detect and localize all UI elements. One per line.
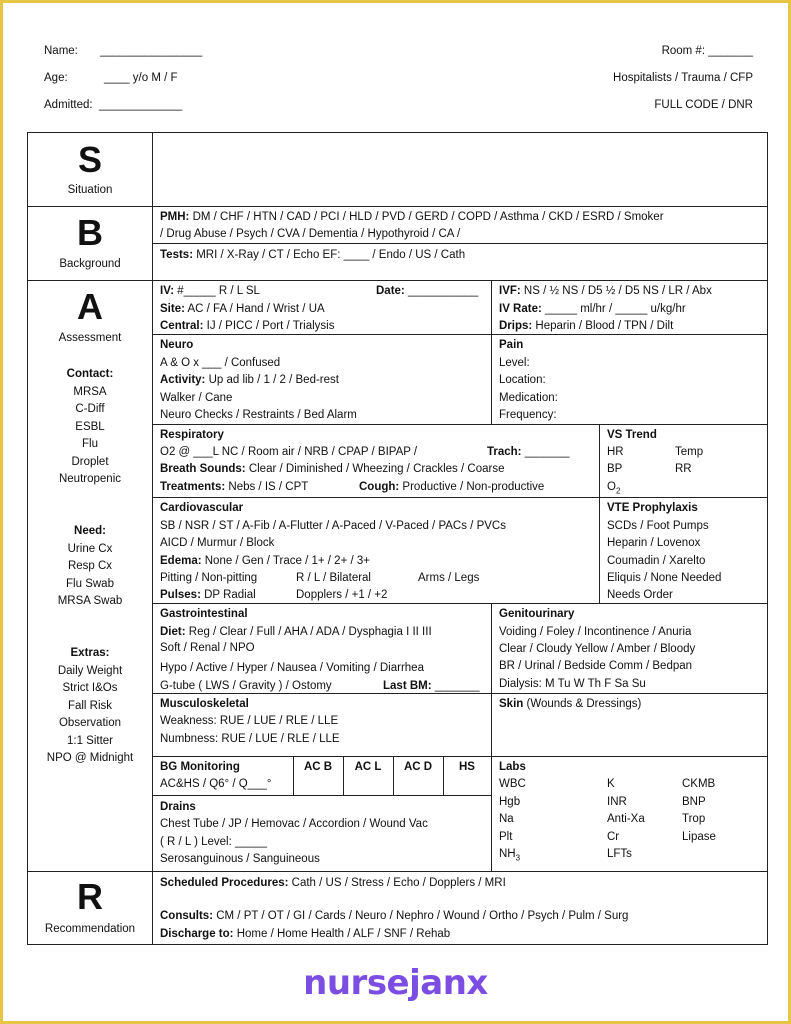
iv-date-field[interactable]: ___________ <box>404 285 479 297</box>
nursejanx-logo: nursejanx <box>303 963 488 1003</box>
breath-sounds-options[interactable]: Clear / Diminished / Wheezing / Crackles / Coarse <box>245 463 505 475</box>
side-options[interactable]: R / L / Bilateral <box>296 572 371 584</box>
pmh-options-2[interactable]: / Drug Abuse / Psych / CVA / Dementia / Hypothyroid / CA / <box>160 228 461 240</box>
iv-date-label: Date: <box>376 285 405 297</box>
gi-title: Gastrointestinal <box>160 608 248 620</box>
bg-title: BG Monitoring <box>160 761 240 773</box>
need-item[interactable]: MRSA Swab <box>57 595 123 607</box>
extras-list <box>28 645 152 768</box>
pain-level[interactable]: Level: <box>499 357 530 369</box>
gu-options[interactable]: Voiding / Foley / Incontinence / Anuria <box>499 626 692 638</box>
iv-label: IV: <box>160 285 175 297</box>
situation-field[interactable] <box>153 133 767 205</box>
ivf-label: IVF: <box>499 285 521 297</box>
pmh-options[interactable]: DM / CHF / HTN / CAD / PCI / HLD / PVD / GERD / COPD / Asthma / CKD / ESRD / Smoker <box>189 211 664 223</box>
drips-label: Drips: <box>499 320 533 332</box>
skin-note: (Wounds & Dressings) <box>523 698 642 710</box>
extras-item[interactable]: Fall Risk <box>67 699 113 712</box>
lab-bnp[interactable]: BNP <box>682 796 706 808</box>
scheduled-procedures-options[interactable]: Cath / US / Stress / Echo / Dopplers / MRI <box>288 877 506 889</box>
tests-line <box>160 248 465 262</box>
pulses-options[interactable]: DP Radial <box>200 589 256 601</box>
lab-anti-xa[interactable]: Anti-Xa <box>607 813 645 825</box>
contact-item[interactable]: ESBL <box>75 420 105 433</box>
discharge-options[interactable]: Home / Home Health / ALF / SNF / Rehab <box>233 928 451 940</box>
last-bm-label: Last BM: <box>383 680 432 692</box>
vs-o2[interactable]: $O_2$ <box>607 481 621 496</box>
lab-plt[interactable]: Plt <box>499 831 513 843</box>
consults-options[interactable]: CM / PT / OT / GI / Cards / Neuro / Nephro / Wound / Ortho / Psych / Pulm / Surg <box>213 910 629 922</box>
tests-options[interactable]: MRI / X-Ray / CT / Echo EF: ____ / Endo / US / Cath <box>193 249 466 261</box>
assessment-letter: A <box>77 286 103 327</box>
trach-label: Trach: <box>487 446 522 458</box>
lab-cr[interactable]: Cr <box>607 831 620 843</box>
labs-title: Labs <box>499 761 526 773</box>
lab-na[interactable]: Na <box>499 813 514 825</box>
skin-section[interactable] <box>499 697 641 711</box>
background-label: Background <box>59 258 121 270</box>
lab-lfts[interactable]: LFTs <box>607 848 632 860</box>
o2-options[interactable]: O2 @ ___L NC / Room air / NRB / CPAP / BIPAP / <box>160 446 418 458</box>
central-label: Central: <box>160 320 204 332</box>
lab-inr[interactable]: INR <box>607 796 627 808</box>
trach-field[interactable]: _______ <box>521 446 570 458</box>
device-options[interactable]: AICD / Murmur / Block <box>160 537 275 549</box>
name-label: Name: <box>44 45 78 57</box>
weakness-options[interactable]: Weakness: RUE / LUE / RLE / LLE <box>160 715 339 727</box>
assessment-label: Assessment <box>58 332 122 344</box>
drain-output-options[interactable]: Serosanguinous / Sanguineous <box>160 853 320 865</box>
scheduled-procedures-label: Scheduled Procedures: <box>160 877 289 889</box>
need-item[interactable]: Flu Swab <box>66 577 114 590</box>
vte-option[interactable]: Eliquis / None Needed <box>607 572 722 584</box>
age-label: Age: <box>44 72 68 84</box>
diet-label: Diet: <box>160 626 186 638</box>
site-label: Site: <box>160 303 185 315</box>
vte-option[interactable]: Heparin / Lovenox <box>607 537 701 549</box>
pain-medication[interactable]: Medication: <box>499 392 558 404</box>
vs-bp[interactable]: BP <box>607 463 623 475</box>
cough-label: Cough: <box>359 481 400 493</box>
activity-options[interactable]: Up ad lib / 1 / 2 / Bed-rest <box>205 374 339 386</box>
lab-ckmb[interactable]: CKMB <box>682 778 716 790</box>
toileting-options[interactable]: BR / Urinal / Bedside Comm / Bedpan <box>499 660 693 672</box>
extras-item[interactable]: Observation <box>58 717 121 729</box>
extras-item[interactable]: Strict I&Os <box>62 682 118 694</box>
lab-lipase[interactable]: Lipase <box>682 831 716 843</box>
need-title: Need: <box>74 525 106 537</box>
contact-item[interactable]: C-Diff <box>75 403 105 415</box>
drain-level-field[interactable]: ( R / L ) Level: _____ <box>160 836 267 848</box>
cough-options[interactable]: Productive / Non-productive <box>399 481 545 493</box>
bg-ac-b[interactable]: AC B <box>303 761 333 773</box>
bg-ac-d[interactable]: AC D <box>403 761 433 773</box>
bowel-options[interactable]: Hypo / Active / Hyper / Nausea / Vomiting / Diarrhea <box>160 662 424 674</box>
extras-item[interactable]: NPO @ Midnight <box>46 752 134 764</box>
treatments-label: Treatments: <box>160 481 226 493</box>
gtube-options[interactable]: G-tube ( LWS / Gravity ) / Ostomy <box>160 680 332 692</box>
drips-options[interactable]: Heparin / Blood / TPN / Dilt <box>532 320 674 332</box>
treatments-options[interactable]: Nebs / IS / CPT <box>225 481 309 493</box>
pain-location[interactable]: Location: <box>499 374 546 386</box>
contact-list <box>28 366 152 489</box>
contact-item[interactable]: MRSA <box>73 385 107 398</box>
contact-item[interactable]: Droplet <box>71 455 109 468</box>
skin-title: Skin <box>499 698 524 710</box>
extras-item[interactable]: 1:1 Sitter <box>66 734 114 747</box>
discharge-label: Discharge to: <box>160 928 234 940</box>
contact-item[interactable]: Flu <box>82 438 98 450</box>
lab-trop[interactable]: Trop <box>682 813 706 825</box>
bg-ac-l[interactable]: AC L <box>354 761 382 773</box>
urine-options[interactable]: Clear / Cloudy Yellow / Amber / Bloody <box>499 643 696 655</box>
iv-rate-field[interactable]: _____ ml/hr / _____ u/kg/hr <box>541 303 686 315</box>
age-field[interactable]: ____ y/o M / F <box>104 72 178 84</box>
diet-options[interactable]: Reg / Clear / Full / AHA / ADA / Dysphagia I II III <box>185 626 432 638</box>
need-list <box>28 523 152 611</box>
edema-label: Edema: <box>160 555 202 567</box>
situation-letter: S <box>77 139 102 180</box>
drain-type-options[interactable]: Chest Tube / JP / Hemovac / Accordion / Wound Vac <box>160 818 428 830</box>
recommendation-letter: R <box>77 876 103 917</box>
iv-options[interactable]: #_____ R / L SL <box>174 285 260 297</box>
unit-options[interactable]: Hospitalists / Trauma / CFP <box>613 72 753 84</box>
msk-title: Musculoskeletal <box>160 698 249 710</box>
pmh-line <box>160 210 664 224</box>
consults-label: Consults: <box>160 910 214 922</box>
need-item[interactable]: Urine Cx <box>67 542 113 555</box>
vs-rr[interactable]: RR <box>675 463 692 475</box>
walker-options[interactable]: Walker / Cane <box>160 392 233 404</box>
admitted-field[interactable]: _____________ <box>99 99 183 111</box>
code-status-options[interactable]: FULL CODE / DNR <box>654 99 753 111</box>
vte-option[interactable]: Coumadin / Xarelto <box>607 555 706 567</box>
gu-title: Genitourinary <box>499 608 575 620</box>
pitting-options[interactable]: Pitting / Non-pitting <box>160 572 258 584</box>
rhythm-options[interactable]: SB / NSR / ST / A-Fib / A-Flutter / A-Paced / V-Paced / PACs / PVCs <box>160 520 506 532</box>
contact-item[interactable]: Neutropenic <box>58 473 121 485</box>
cardio-title: Cardiovascular <box>160 502 244 514</box>
lab-wbc[interactable]: WBC <box>499 778 526 790</box>
activity-label: Activity: <box>160 374 206 386</box>
vs-trend-title: VS Trend <box>607 429 657 441</box>
room-field[interactable]: Room #: _______ <box>661 45 753 57</box>
vte-option[interactable]: SCDs / Foot Pumps <box>607 520 709 532</box>
vs-hr[interactable]: HR <box>607 446 624 458</box>
situation-label: Situation <box>67 184 113 196</box>
vs-temp[interactable]: Temp <box>675 446 704 458</box>
numbness-options[interactable]: Numbness: RUE / LUE / RLE / LLE <box>160 733 340 745</box>
iv-rate-label: IV Rate: <box>499 303 542 315</box>
pain-frequency[interactable]: Frequency: <box>499 409 557 421</box>
vte-option[interactable]: Needs Order <box>607 589 673 601</box>
tests-label: Tests: <box>160 249 194 261</box>
respiratory-title: Respiratory <box>160 429 224 441</box>
diet-options-2[interactable]: Soft / Renal / NPO <box>160 642 255 654</box>
dialysis-options[interactable]: Dialysis: M Tu W Th F Sa Su <box>499 678 646 690</box>
left-column-divider <box>152 132 153 945</box>
pain-title: Pain <box>499 339 524 351</box>
name-field[interactable]: ________________ <box>100 45 203 57</box>
lab-k[interactable]: K <box>607 778 615 790</box>
breath-sounds-label: Breath Sounds: <box>160 463 246 475</box>
ivf-options[interactable]: NS / ½ NS / D5 ½ / D5 NS / LR / Abx <box>520 285 712 297</box>
bg-hs[interactable]: HS <box>459 761 475 773</box>
central-options[interactable]: IJ / PICC / Port / Trialysis <box>203 320 335 332</box>
extras-title: Extras: <box>70 647 110 659</box>
edema-options[interactable]: None / Gen / Trace / 1+ / 2+ / 3+ <box>201 555 370 567</box>
vte-title: VTE Prophylaxis <box>607 502 698 514</box>
background-letter: B <box>77 212 103 253</box>
contact-title: Contact: <box>66 368 114 380</box>
pulses-label: Pulses: <box>160 589 201 601</box>
extras-item[interactable]: Daily Weight <box>57 664 123 677</box>
neuro-aox[interactable]: A & O x ___ / Confused <box>160 357 281 369</box>
site-options[interactable]: AC / FA / Hand / Wrist / UA <box>184 303 325 315</box>
neuro-title: Neuro <box>160 339 194 351</box>
lab-hgb[interactable]: Hgb <box>499 796 521 808</box>
lab-nh3[interactable]: $NH_3$ <box>499 848 521 863</box>
dopplers-options[interactable]: Dopplers / +1 / +2 <box>296 589 388 601</box>
bg-options[interactable]: AC&HS / Q6° / Q___° <box>160 778 272 790</box>
neuro-checks-options[interactable]: Neuro Checks / Restraints / Bed Alarm <box>160 409 357 421</box>
last-bm-field[interactable]: _______ <box>431 680 480 692</box>
drains-title: Drains <box>160 801 196 813</box>
need-item[interactable]: Resp Cx <box>67 560 113 572</box>
limb-options[interactable]: Arms / Legs <box>418 572 480 584</box>
admitted-label: Admitted: <box>44 99 93 111</box>
pmh-label: PMH: <box>160 211 190 223</box>
recommendation-label: Recommendation <box>44 923 136 935</box>
